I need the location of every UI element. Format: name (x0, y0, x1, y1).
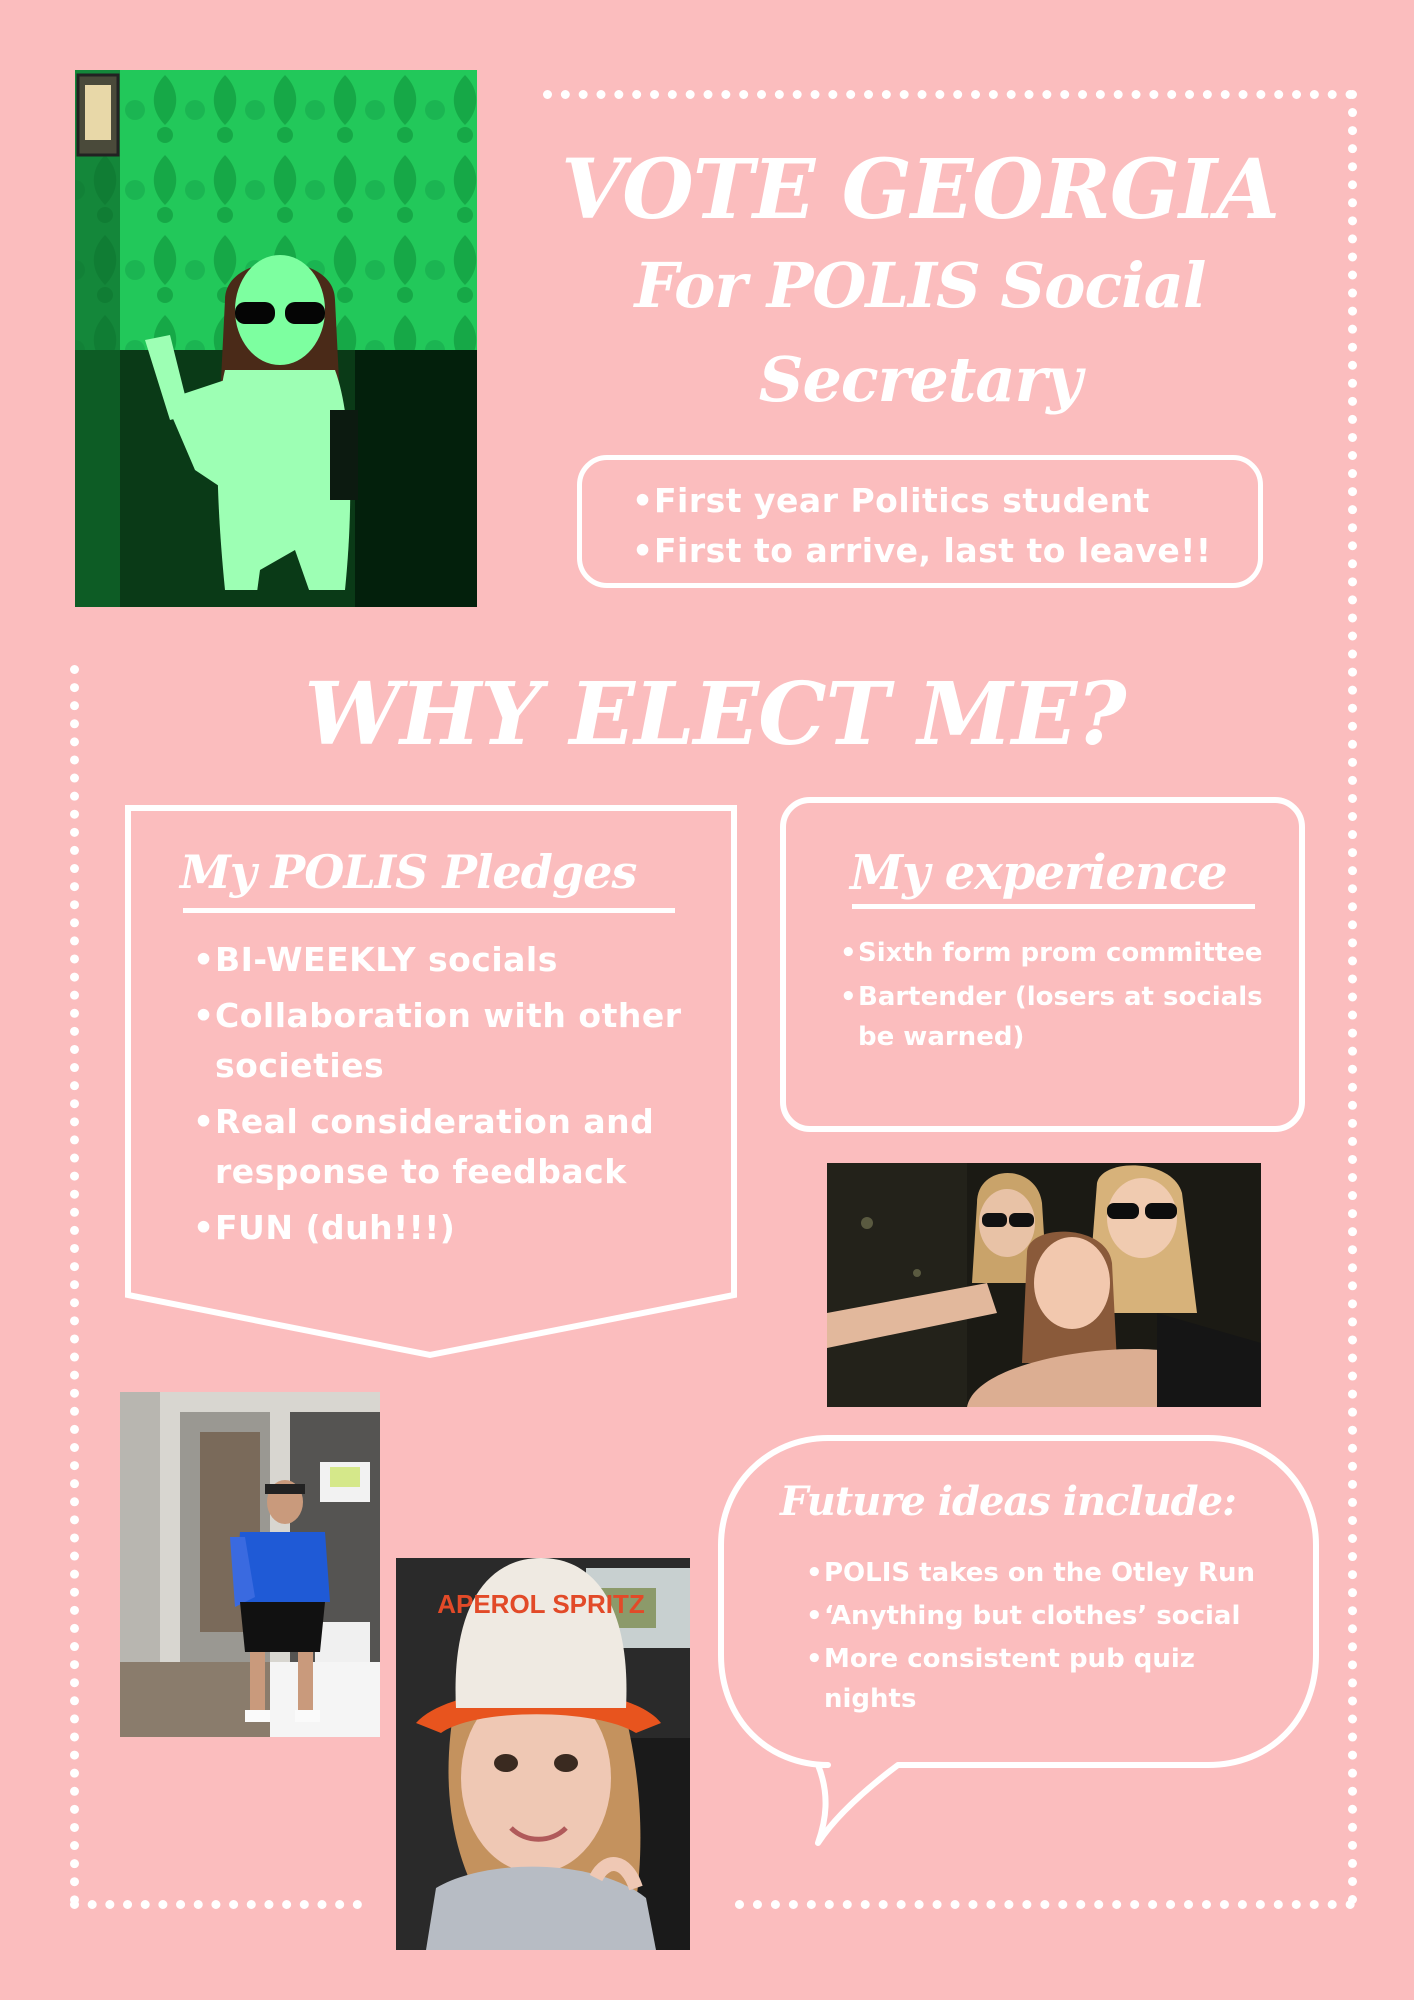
intro-list (654, 476, 1211, 576)
experience-list (858, 933, 1268, 1057)
photo-bucket-hat (396, 1558, 690, 1950)
intro-box (577, 455, 1263, 588)
ideas-title: Future ideas include: (780, 1478, 1236, 1525)
list-item: • First to arrive, last to leave!! (654, 526, 1211, 576)
list-item: • More consistent pub quiz nights (824, 1639, 1294, 1719)
ideas-list (824, 1553, 1294, 1722)
experience-title: My experience (850, 845, 1227, 901)
photo-hallway (120, 1392, 380, 1737)
list-item: • Real consideration and response to feedback (215, 1097, 725, 1197)
frame-right-line (1348, 90, 1357, 1905)
page-title: VOTE GEORGIA (561, 142, 1279, 238)
frame-left-line (70, 665, 79, 1905)
list-item: • First year Politics student (654, 476, 1211, 526)
frame-top-line (543, 90, 1355, 99)
hat-logo-text: APEROL SPRITZ (437, 1589, 645, 1619)
list-item: • FUN (duh!!!) (215, 1203, 725, 1253)
page-subtitle-line2: Secretary (758, 343, 1082, 416)
pledges-list (215, 935, 725, 1259)
pledges-title: My POLIS Pledges (180, 845, 637, 899)
photo-green-portrait (75, 70, 477, 607)
list-item: • Sixth form prom committee (858, 933, 1268, 973)
frame-bottom-line-right (735, 1900, 1355, 1909)
pledges-underline (183, 908, 675, 913)
list-item: • ‘Anything but clothes’ social (824, 1596, 1294, 1636)
photo-group-selfie (827, 1163, 1261, 1407)
why-heading: WHY ELECT ME? (304, 664, 1126, 765)
page-subtitle-line1: For POLIS Social (634, 249, 1206, 322)
frame-bottom-line-left (70, 1900, 362, 1909)
list-item: • POLIS takes on the Otley Run (824, 1553, 1294, 1593)
experience-underline (852, 904, 1255, 909)
list-item: • Collaboration with other societies (215, 991, 725, 1091)
list-item: • Bartender (losers at socials be warned) (858, 977, 1268, 1057)
list-item: • BI-WEEKLY socials (215, 935, 725, 985)
